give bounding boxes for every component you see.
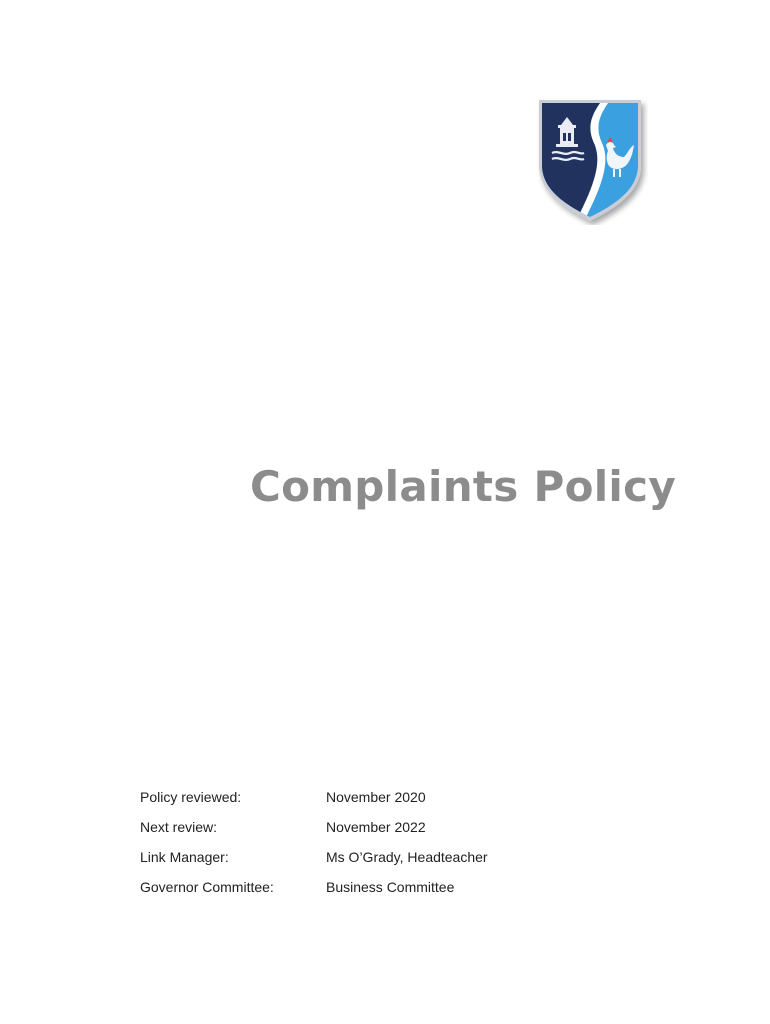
next-review-row bbox=[140, 812, 660, 842]
school-crest-icon bbox=[534, 95, 648, 225]
policy-reviewed-row bbox=[140, 782, 660, 812]
link-manager-label: Link Manager: bbox=[140, 849, 229, 865]
document-title: Complaints Policy bbox=[249, 462, 676, 511]
link-manager-row bbox=[140, 842, 660, 872]
next-review-value: November 2022 bbox=[326, 819, 426, 835]
policy-details bbox=[140, 782, 660, 902]
policy-reviewed-value: November 2020 bbox=[326, 789, 426, 805]
link-manager-value: Ms O’Grady, Headteacher bbox=[326, 849, 488, 865]
governor-committee-label: Governor Committee: bbox=[140, 879, 274, 895]
policy-reviewed-label: Policy reviewed: bbox=[140, 789, 242, 805]
next-review-label: Next review: bbox=[140, 819, 218, 835]
governor-committee-row bbox=[140, 872, 660, 902]
governor-committee-value: Business Committee bbox=[326, 879, 455, 895]
